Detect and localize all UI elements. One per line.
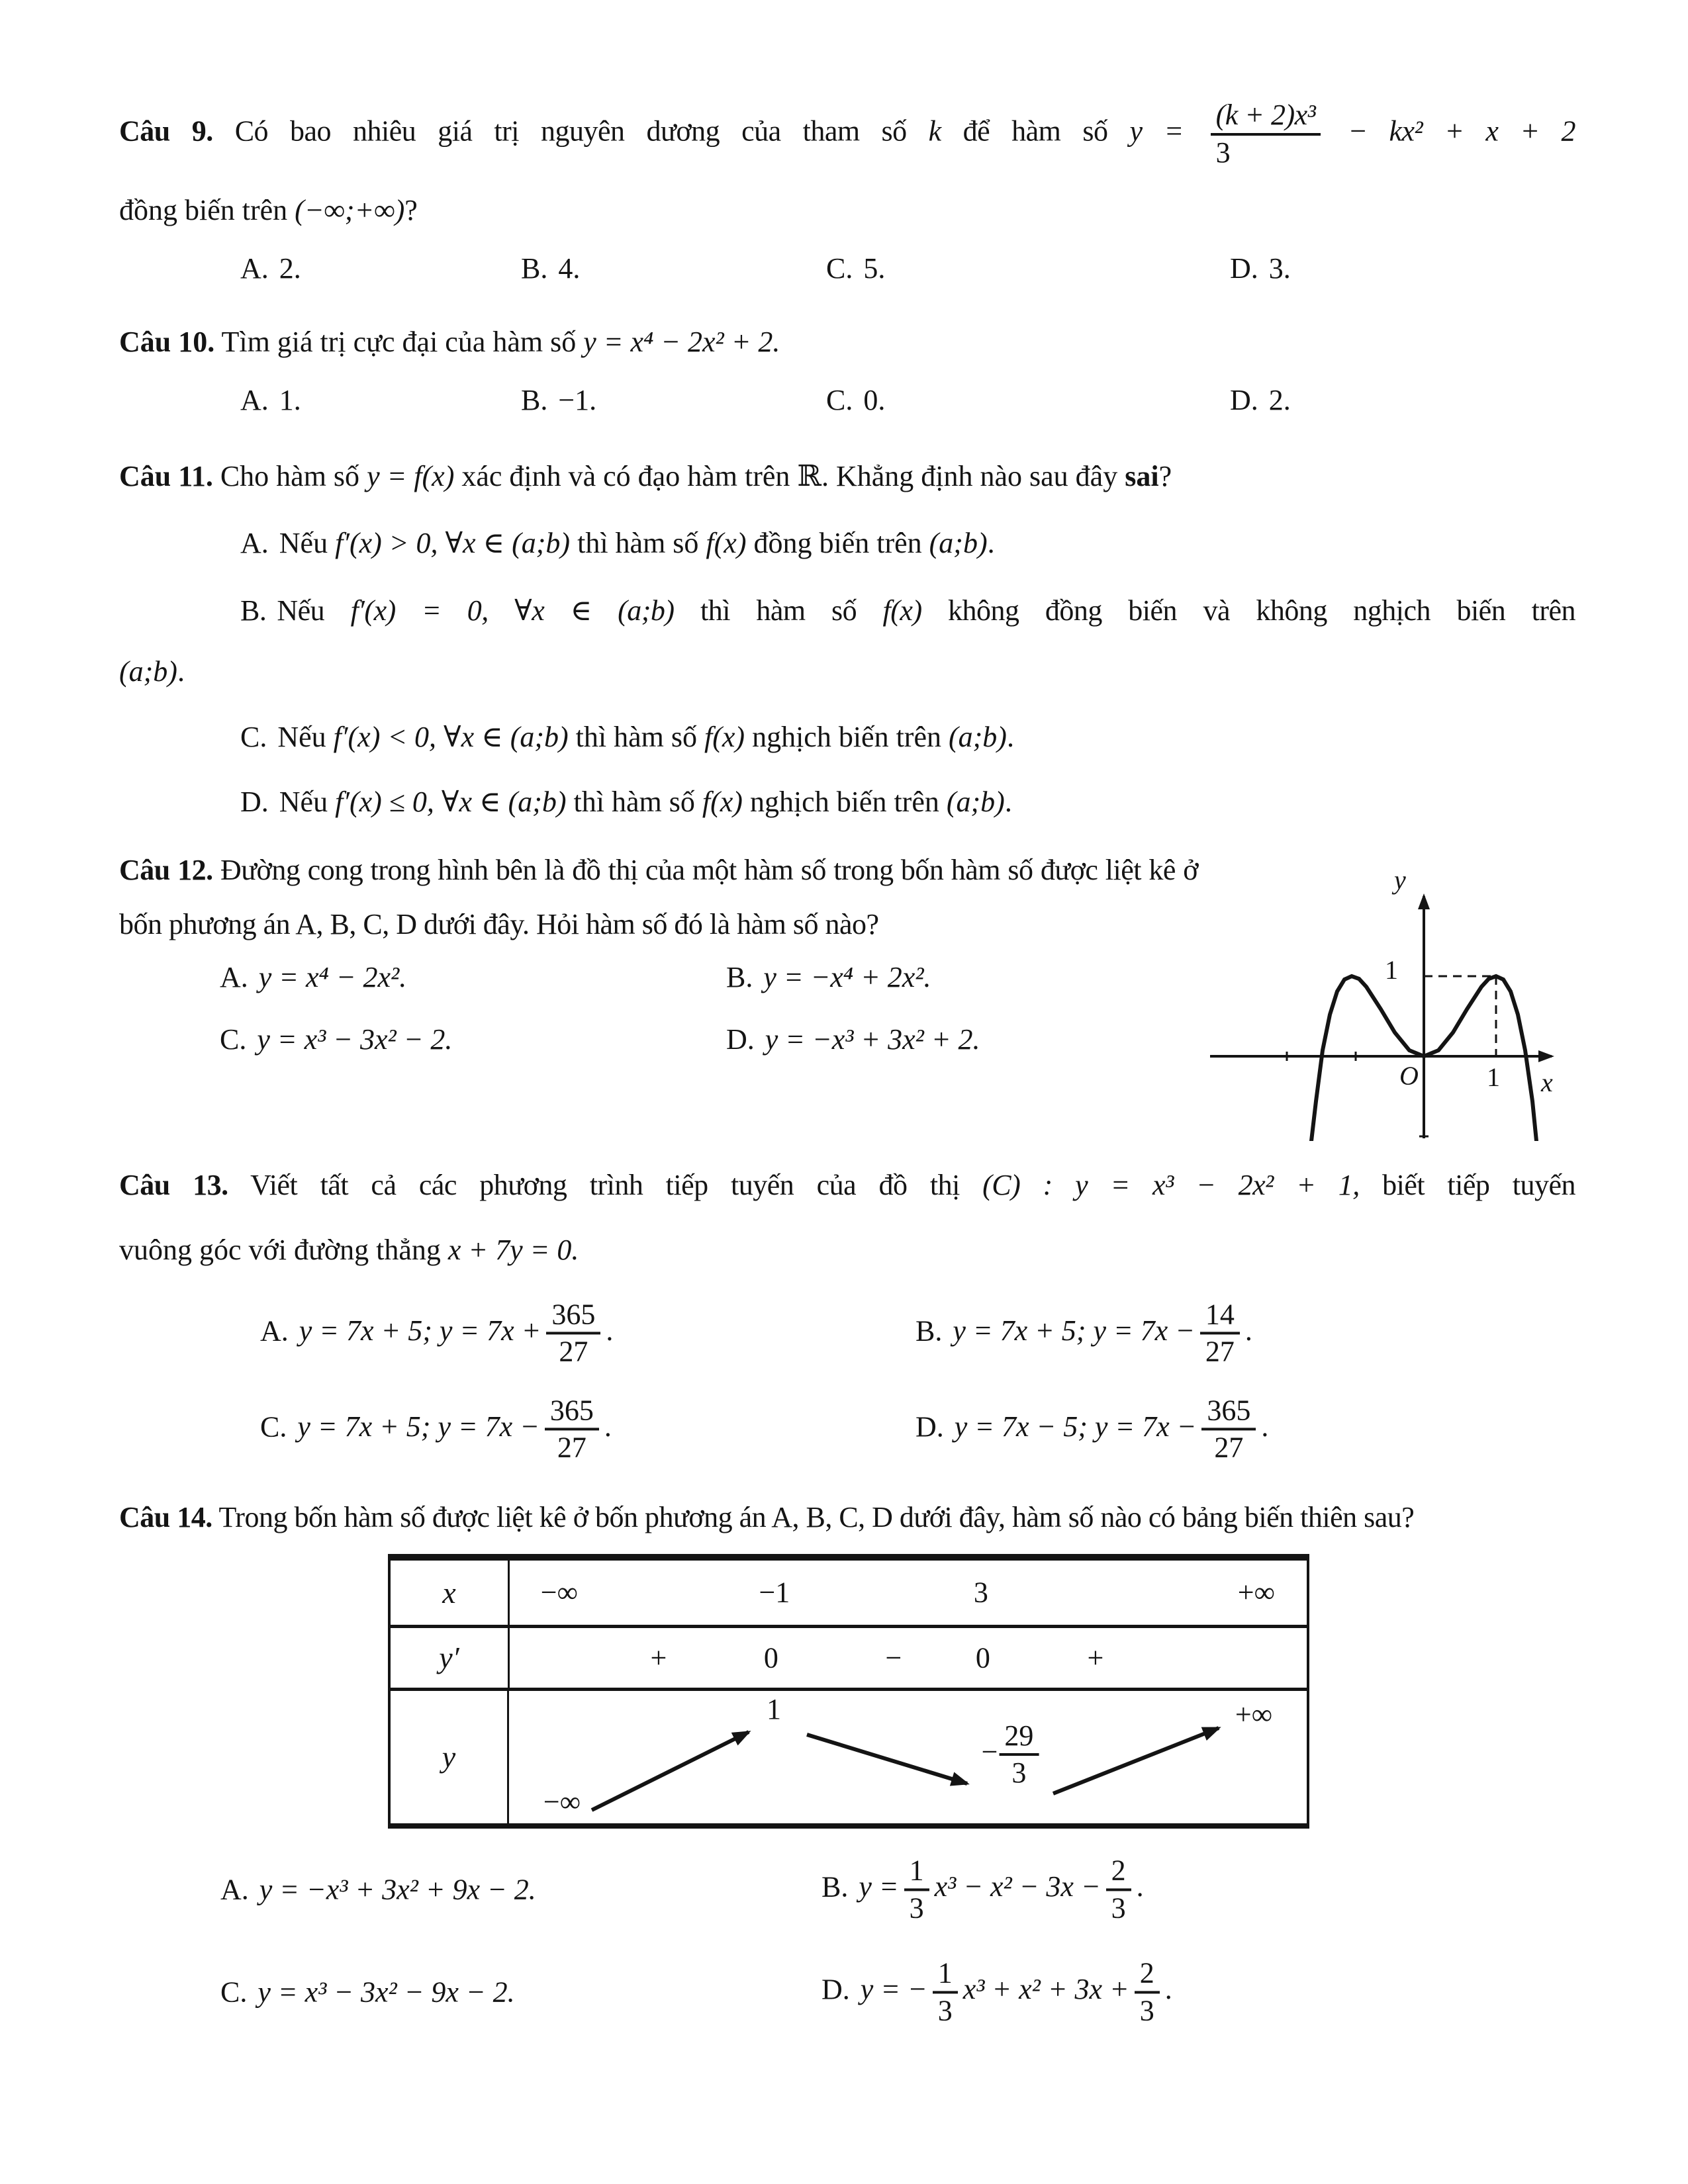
q11-option-d-letter: D.: [240, 786, 269, 819]
q10-option-b: [521, 383, 596, 417]
y-row-values: [509, 1691, 1307, 1823]
origin-label: O: [1399, 1061, 1419, 1091]
q14-option-c-math: y = x³ − 3x² − 9x − 2.: [258, 1976, 515, 2009]
question-13: [119, 1158, 1575, 1477]
q11-option-d: [119, 778, 1575, 827]
q14-option-b-frac1-num: 1: [909, 1854, 924, 1887]
q13-option-b-letter: B.: [915, 1314, 943, 1347]
q9-option-b: [521, 251, 580, 285]
yprime-sign-3: +: [1087, 1641, 1104, 1674]
q13-option-a-fraction: [546, 1297, 600, 1369]
q11-stem: [119, 452, 1575, 502]
q12-options-row1: [119, 960, 1198, 1016]
q14-option-b-pre: y =: [859, 1870, 899, 1903]
q10-option-c-letter: C.: [826, 383, 853, 416]
q14-number: Câu 14.: [119, 1501, 212, 1534]
q11-text-1: Cho hàm số: [220, 459, 360, 492]
q13-options-row1: [119, 1285, 1575, 1381]
q13-option-b-frac-den: 27: [1200, 1332, 1240, 1370]
q9-formula-rest: − kx² + x + 2: [1348, 114, 1576, 148]
q12-text: Đường cong trong hình bên là đồ thị của một hàm số trong bốn hàm số được liệt kê ở bốn phương án A, B, C, D dưới đây. Hỏi hàm số đó là hàm số nào?: [119, 854, 1198, 940]
q12-option-d-math: y = −x³ + 3x² + 2.: [765, 1023, 980, 1056]
q14-option-d-frac1-den: 3: [933, 1991, 958, 2028]
q11-option-b-math2: f(x): [882, 594, 922, 627]
q9-option-b-text: 4.: [558, 251, 581, 285]
q9-fraction: [1211, 98, 1321, 170]
variation-table-yprime-row: [391, 1625, 1307, 1688]
q12-option-a-math: y = x⁴ − 2x².: [258, 960, 407, 993]
q11-option-b-line1: [119, 584, 1575, 637]
q14-option-d-fraction1: [933, 1956, 958, 2028]
q14-option-d-period: .: [1164, 1973, 1172, 2006]
q13-stem-line2: [119, 1226, 1575, 1275]
variation-table-x-row: [391, 1561, 1307, 1625]
q13-option-c: [260, 1393, 612, 1465]
q9-option-b-letter: B.: [521, 251, 548, 285]
q13-option-a-period: .: [606, 1314, 614, 1347]
q9-interval-math: (−∞;+∞): [295, 194, 405, 227]
q14-option-b-fraction2: [1106, 1854, 1131, 1926]
q13-option-b-frac-num: 14: [1205, 1298, 1235, 1331]
q14-stem: [119, 1490, 1575, 1544]
q10-option-b-text: −1.: [558, 383, 597, 416]
q13-option-d-period: .: [1261, 1410, 1269, 1443]
q12-option-c: [220, 1023, 452, 1056]
x-value-3: 3: [973, 1576, 988, 1609]
q14-option-d-pre: y = −: [860, 1973, 927, 2006]
q11-option-c-text2: nghịch biến trên: [752, 720, 941, 753]
q14-option-b-frac2-den: 3: [1106, 1888, 1131, 1926]
q9-fraction-numerator: (k + 2)x³: [1215, 99, 1316, 131]
q9-text-2: để hàm số: [962, 114, 1108, 148]
q12-option-c-math: y = x³ − 3x² − 2.: [257, 1023, 453, 1056]
q9-fraction-denominator: 3: [1211, 133, 1321, 171]
q11-option-d-math1: f′(x) ≤ 0, ∀x ∈ (a;b): [335, 786, 567, 819]
q13-option-a-math: y = 7x + 5; y = 7x +: [299, 1314, 541, 1347]
q9-stem: [119, 98, 1575, 170]
q11-option-b-letter: B.: [240, 594, 267, 627]
q14-option-d-frac2-den: 3: [1135, 1991, 1160, 2028]
y-axis-label: y: [1394, 865, 1406, 895]
q13-option-a-frac-den: 27: [546, 1332, 600, 1370]
y-limit-left: −∞: [543, 1785, 581, 1818]
q12-option-c-letter: C.: [220, 1023, 247, 1056]
q13-option-c-math: y = 7x + 5; y = 7x −: [297, 1410, 539, 1443]
q13-number: Câu 13.: [119, 1169, 228, 1202]
q14-option-d-frac2-num: 2: [1139, 1956, 1154, 1989]
yprime-row-header: y′: [391, 1628, 510, 1688]
q13-option-b-fraction: [1200, 1297, 1240, 1369]
q13-option-c-letter: C.: [260, 1410, 287, 1443]
q11-option-c-period: .: [1006, 720, 1014, 753]
y-limit-right: +∞: [1235, 1698, 1273, 1731]
yprime-zero-2: 0: [975, 1641, 990, 1674]
q9-text-1: Có bao nhiêu giá trị nguyên dương của tham số: [234, 114, 907, 148]
q9-option-c: [826, 251, 885, 285]
q14-options-row1: [119, 1842, 1575, 1938]
x-value-neg-inf: −∞: [540, 1576, 578, 1609]
q11-option-c-math3: (a;b): [948, 720, 1007, 753]
q11-option-a-text1: thì hàm số: [577, 526, 699, 559]
q10-option-c-text: 0.: [863, 383, 886, 416]
q11-option-b-period: .: [177, 655, 185, 688]
q12-option-b-letter: B.: [726, 960, 753, 993]
q11-option-a-period: .: [987, 526, 995, 559]
x-value-pos-inf: +∞: [1237, 1576, 1275, 1609]
q13-math-1: (C) : y = x³ − 2x² + 1,: [982, 1169, 1360, 1202]
q14-option-d-mid: x³ + x² + 3x +: [962, 1973, 1129, 2006]
q13-option-b: [915, 1297, 1252, 1369]
y-local-min-sign: −: [981, 1735, 998, 1768]
y-local-min-fraction: [999, 1719, 1039, 1791]
q11-math-1: y = f(x): [367, 459, 455, 492]
q14-option-b-letter: B.: [821, 1870, 849, 1903]
q13-option-b-period: .: [1244, 1314, 1252, 1347]
q13-option-d-frac-den: 27: [1201, 1428, 1256, 1466]
q11-text-2: xác định và có đạo hàm trên: [461, 459, 790, 492]
q11-option-b-pre: Nếu: [277, 594, 325, 627]
q11-option-c-pre: Nếu: [277, 720, 326, 753]
yprime-sign-1: +: [650, 1641, 667, 1674]
q14-option-c-letter: C.: [220, 1976, 248, 2009]
q12-graph: [1198, 843, 1575, 1141]
q13-stem: [119, 1158, 1575, 1212]
q11-number: Câu 11.: [119, 459, 213, 492]
q11-option-c: [119, 713, 1575, 762]
yprime-sign-2: −: [885, 1641, 902, 1674]
y-local-min-num: 29: [1004, 1719, 1034, 1752]
q9-option-d-letter: D.: [1230, 251, 1258, 285]
q11-option-b-text2: không đồng biến và không nghịch biến trên: [948, 594, 1576, 627]
q10-option-c: [826, 383, 885, 417]
q14-text: Trong bốn hàm số được liệt kê ở bốn phương án A, B, C, D dưới đây, hàm số nào có bảng biến thiên sau?: [218, 1501, 1415, 1534]
q9-option-d: [1230, 251, 1291, 285]
q14-option-d-fraction2: [1135, 1956, 1160, 2028]
q11-option-a-pre: Nếu: [279, 526, 328, 559]
q9-param: k: [928, 114, 941, 148]
q12-option-b: [726, 960, 931, 994]
q12-number: Câu 12.: [119, 854, 213, 887]
q13-option-d: [915, 1393, 1268, 1465]
q13-option-c-frac-den: 27: [545, 1428, 599, 1466]
q11-question-mark: ?: [1158, 459, 1172, 492]
x-row-values: [510, 1561, 1307, 1625]
q11-option-b-text1: thì hàm số: [700, 594, 857, 627]
q13-text-1: Viết tất cả các phương trình tiếp tuyến của đồ thị: [250, 1169, 960, 1202]
q12-option-b-math: y = −x⁴ + 2x².: [763, 960, 931, 993]
q11-option-a-math1: f′(x) > 0, ∀x ∈ (a;b): [335, 526, 571, 559]
question-12: [119, 843, 1575, 1141]
yprime-row-values: [510, 1628, 1307, 1688]
yprime-zero-1: 0: [763, 1641, 778, 1674]
q11-option-a-letter: A.: [240, 526, 269, 559]
q12-text-column: [119, 843, 1198, 1141]
q13-option-c-frac-num: 365: [549, 1394, 594, 1427]
q13-math-2: x + 7y = 0.: [447, 1233, 579, 1266]
q9-number: Câu 9.: [119, 114, 213, 148]
q9-option-a-letter: A.: [240, 251, 269, 285]
q14-option-d-frac1-num: 1: [937, 1956, 953, 1989]
q9-options: [119, 251, 1575, 307]
q10-stem: [119, 318, 1575, 367]
q13-option-d-fraction: [1201, 1393, 1256, 1465]
q14-option-b: [821, 1854, 1144, 1926]
y-local-max: 1: [767, 1692, 781, 1725]
q9-question-mark: ?: [404, 194, 418, 227]
q10-option-d-text: 2.: [1268, 383, 1291, 416]
q9-option-a-text: 2.: [279, 251, 301, 285]
q11-option-b-math3: (a;b): [119, 655, 177, 688]
y-local-min: [982, 1719, 1041, 1791]
q9-option-c-text: 5.: [863, 251, 886, 285]
q11-option-d-text1: thì hàm số: [573, 786, 695, 819]
q14-option-b-mid: x³ − x² − 3x −: [934, 1870, 1101, 1903]
q11-option-c-math1: f′(x) < 0, ∀x ∈ (a;b): [333, 720, 569, 753]
q13-option-d-math: y = 7x − 5; y = 7x −: [954, 1410, 1197, 1443]
x-axis-label: x: [1541, 1068, 1553, 1098]
q12-figure-column: [1198, 843, 1575, 1141]
curve-plot-svg: [1198, 843, 1575, 1141]
q10-option-a-letter: A.: [240, 383, 269, 416]
q14-option-c: [220, 1976, 515, 2009]
q11-option-d-math2: f(x): [702, 786, 743, 819]
q11-option-d-pre: Nếu: [279, 786, 328, 819]
q10-option-b-letter: B.: [521, 383, 548, 416]
y-tick-label: 1: [1385, 955, 1398, 985]
q13-options-row2: [119, 1381, 1575, 1477]
q11-option-a-math2: f(x): [706, 526, 747, 559]
q13-option-a-frac-num: 365: [551, 1298, 596, 1331]
q12-stem: [119, 843, 1198, 951]
q13-option-d-frac-num: 365: [1207, 1394, 1251, 1427]
q10-option-a-text: 1.: [279, 383, 301, 416]
q13-option-c-period: .: [604, 1410, 612, 1443]
q14-option-a-math: y = −x³ + 3x² + 9x − 2.: [259, 1873, 536, 1906]
q11-bold-word: sai: [1125, 459, 1159, 492]
q13-text-3: vuông góc với đường thẳng: [119, 1233, 441, 1266]
x-value-minus-1: −1: [759, 1576, 790, 1609]
q9-stem-line2: [119, 186, 1575, 236]
q14-option-d-letter: D.: [821, 1973, 850, 2006]
y-row-header: y: [391, 1691, 509, 1823]
variation-table-y-row: [391, 1688, 1307, 1823]
q14-option-b-frac2-num: 2: [1111, 1854, 1126, 1887]
q12-option-d: [726, 1023, 980, 1056]
q11-option-b-math1: f′(x) = 0, ∀x ∈ (a;b): [350, 594, 675, 627]
q10-option-d: [1230, 383, 1291, 417]
q10-options: [119, 383, 1575, 439]
y-local-min-den: 3: [999, 1753, 1039, 1791]
q13-option-b-math: y = 7x + 5; y = 7x −: [953, 1314, 1195, 1347]
q14-option-b-fraction1: [904, 1854, 929, 1926]
q11-reals-symbol: ℝ.: [797, 459, 829, 492]
q9-option-c-letter: C.: [826, 251, 853, 285]
q11-option-d-period: .: [1004, 786, 1012, 819]
q11-option-a-text2: đồng biến trên: [753, 526, 922, 559]
q13-text-2: biết tiếp tuyến: [1382, 1169, 1575, 1202]
variation-table: [388, 1554, 1309, 1829]
q12-option-d-letter: D.: [726, 1023, 755, 1056]
variation-arrows-svg: [509, 1691, 1307, 1827]
q13-option-c-fraction: [545, 1393, 599, 1465]
q14-options-row2: [119, 1944, 1575, 2040]
question-14: [119, 1490, 1575, 2040]
q14-option-a-letter: A.: [220, 1873, 249, 1906]
q9-formula-lhs: y =: [1129, 114, 1184, 148]
q13-option-a: [260, 1297, 613, 1369]
q11-option-d-text2: nghịch biến trên: [749, 786, 939, 819]
q10-text: Tìm giá trị cực đại của hàm số: [221, 325, 577, 358]
q9-option-a: [240, 251, 301, 285]
x-tick-label: 1: [1487, 1062, 1500, 1093]
q12-option-a: [220, 960, 406, 994]
question-9: [119, 98, 1575, 307]
q14-option-b-period: .: [1136, 1870, 1144, 1903]
q13-option-d-letter: D.: [915, 1410, 944, 1443]
q9-text-3: đồng biến trên: [119, 194, 288, 227]
q11-option-c-text1: thì hàm số: [575, 720, 697, 753]
q10-number: Câu 10.: [119, 325, 215, 358]
q11-option-a: [119, 519, 1575, 569]
q14-option-d: [821, 1956, 1172, 2028]
q10-option-d-letter: D.: [1230, 383, 1258, 416]
question-10: [119, 318, 1575, 439]
q11-option-c-letter: C.: [240, 720, 267, 753]
q12-options-row2: [119, 1023, 1198, 1078]
q11-option-c-math2: f(x): [704, 720, 745, 753]
q14-option-b-frac1-den: 3: [904, 1888, 929, 1926]
q14-option-a: [220, 1873, 536, 1907]
q13-option-a-letter: A.: [260, 1314, 289, 1347]
q11-text-3: Khẳng định nào sau đây: [835, 459, 1118, 492]
q10-option-a: [240, 383, 301, 417]
exam-content: [119, 98, 1575, 2040]
q12-option-a-letter: A.: [220, 960, 248, 993]
q11-option-b-line2: [119, 647, 1575, 697]
q10-math: y = x⁴ − 2x² + 2.: [583, 325, 780, 358]
q11-option-a-math3: (a;b): [929, 526, 988, 559]
q9-option-d-text: 3.: [1268, 251, 1291, 285]
question-11: [119, 452, 1575, 827]
q11-option-d-math3: (a;b): [946, 786, 1005, 819]
x-row-header: x: [391, 1561, 510, 1625]
